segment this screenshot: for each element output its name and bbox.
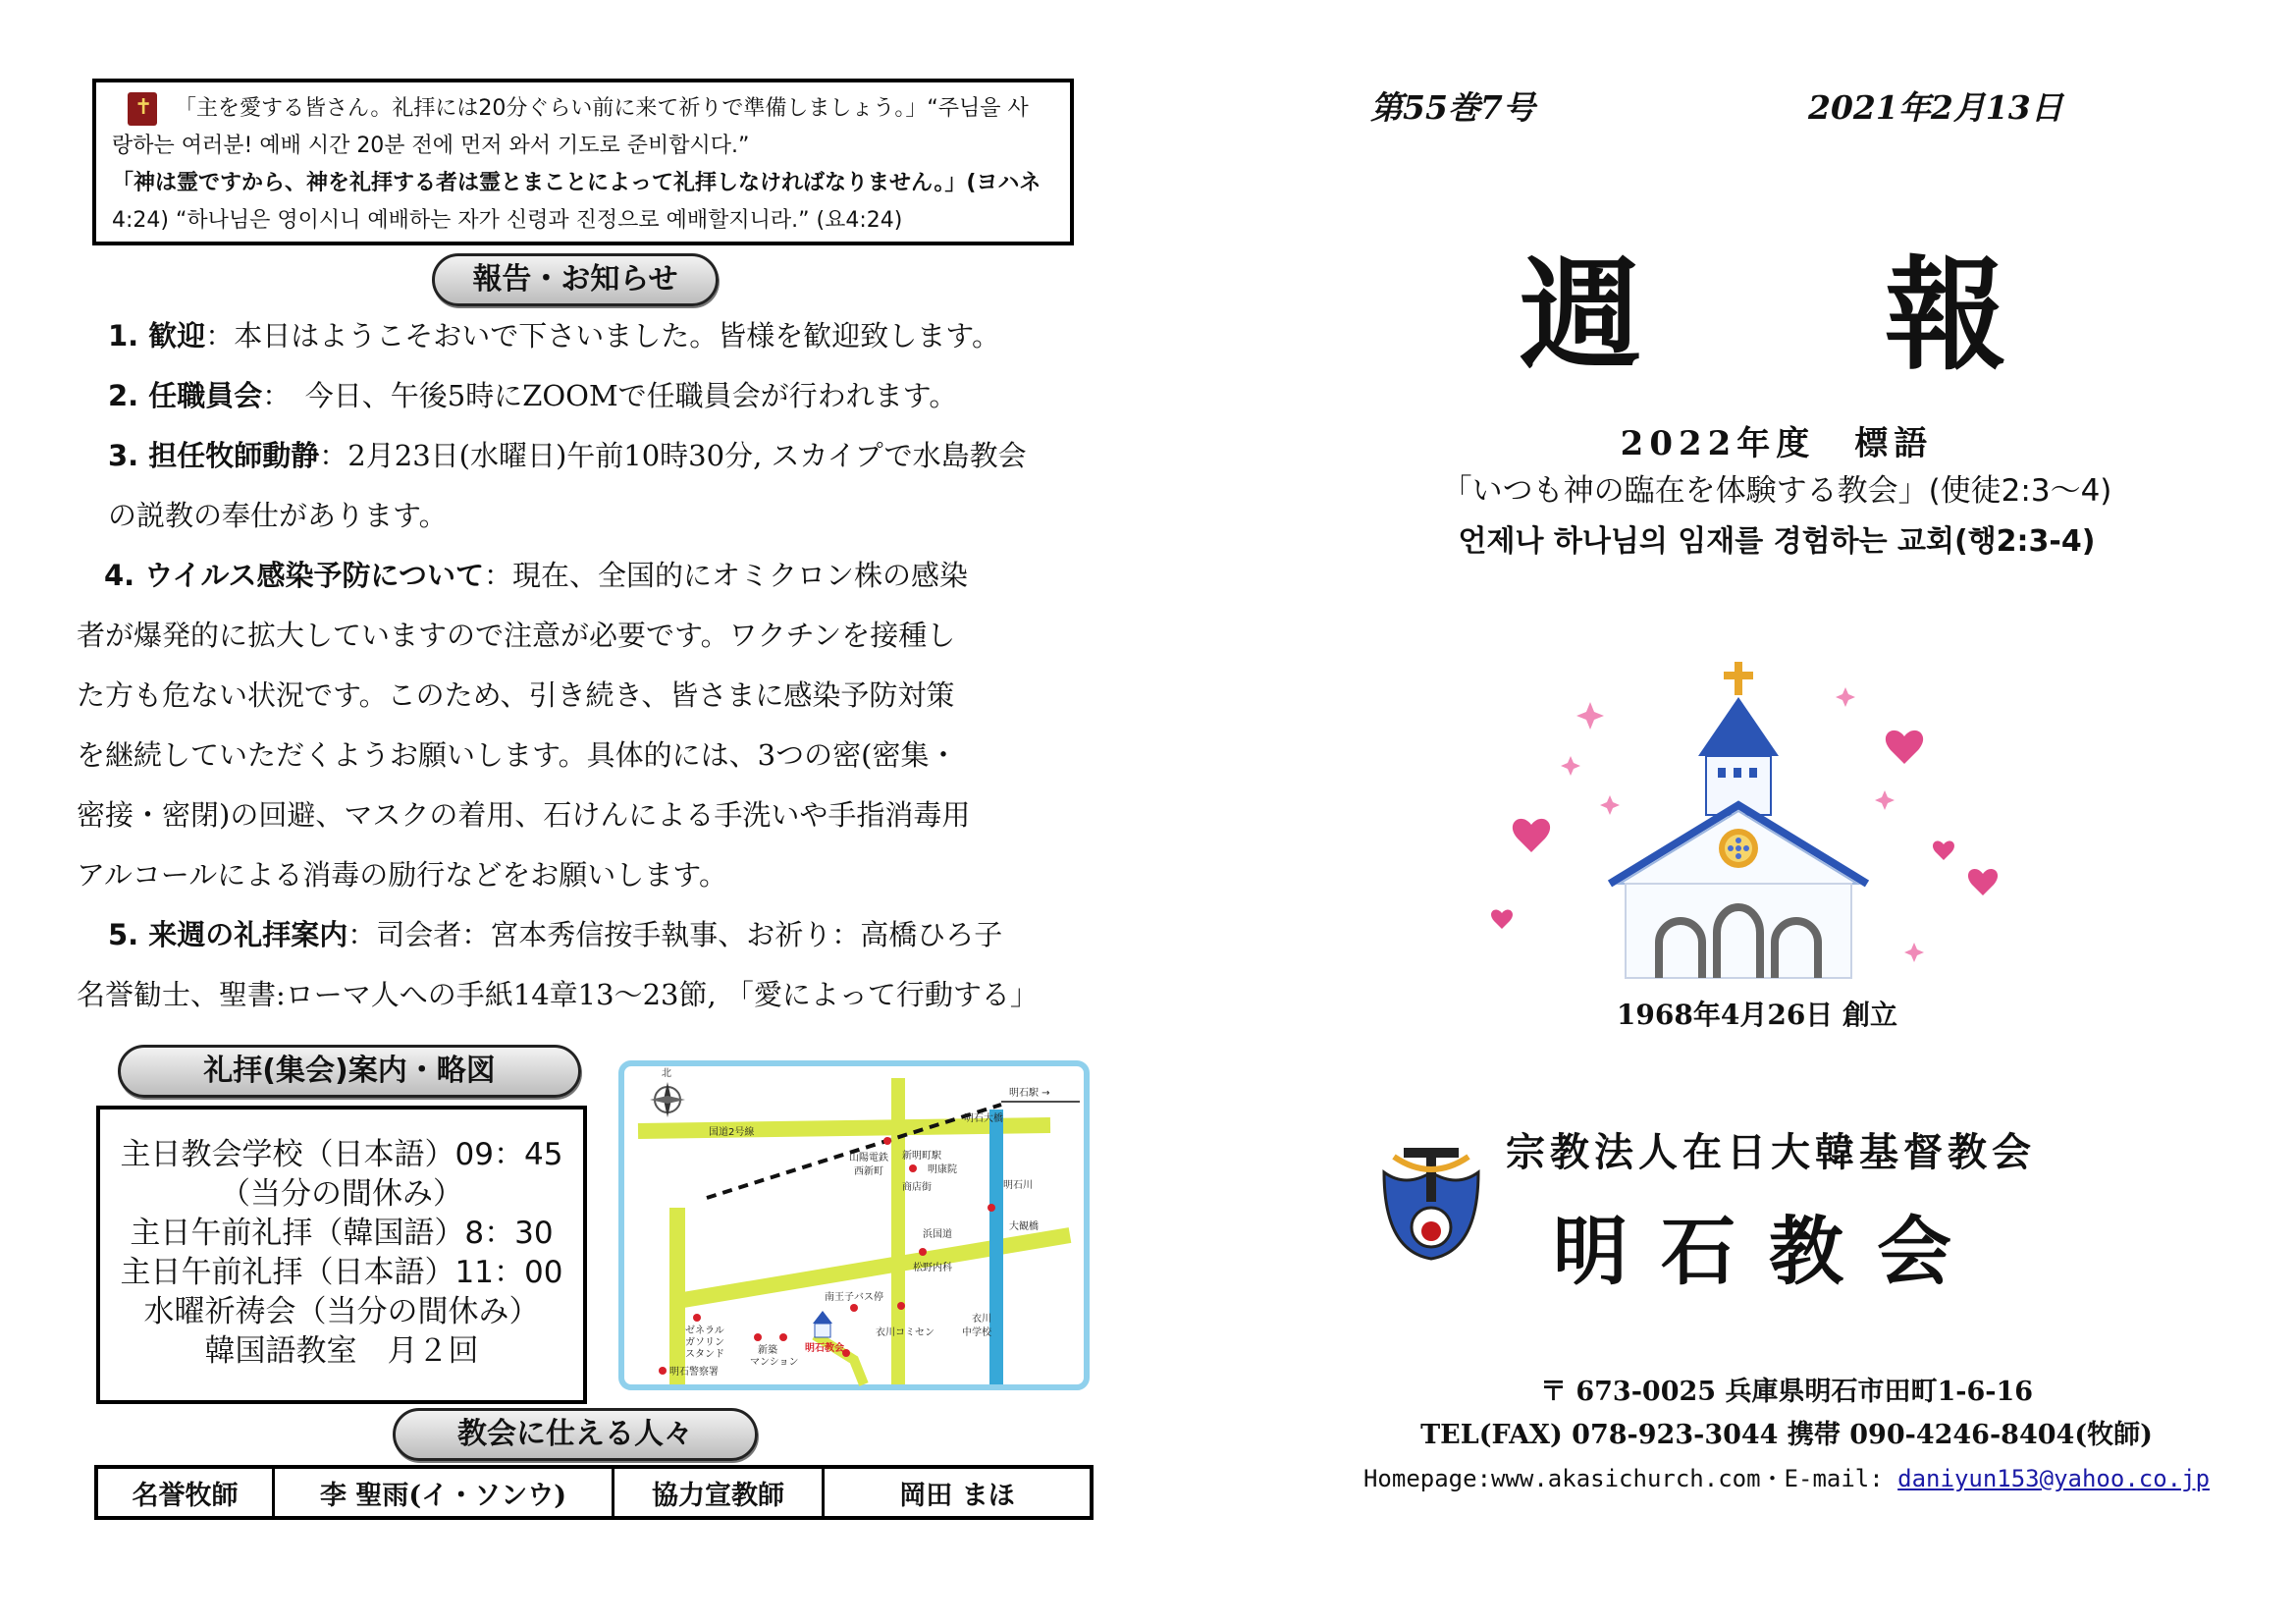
motto-kr: 언제나 하나님의 임재를 경험하는 교회(행2:3-4): [1458, 524, 2096, 559]
map-label-busstop: 南王子バス停: [825, 1292, 883, 1303]
notice-3-body2: の説教の奉仕があります。: [108, 499, 448, 532]
map-label-shinmeicho: 新明町駅: [902, 1151, 941, 1162]
schedule-line-4: 主日午前礼拝（日本語）11：00: [120, 1255, 563, 1290]
map-label-jhs: 中学校: [962, 1327, 991, 1338]
corporation-name: 宗教法人在日大韓基督教会: [1506, 1129, 2036, 1175]
schedule-line-5: 水曜祈祷会（当分の間休み）: [143, 1294, 540, 1329]
homepage-line: [1355, 1459, 2218, 1493]
map-label-taikanbashi: 大観橋: [1009, 1221, 1039, 1232]
founded-date: 1968年4月26日 創立: [1616, 999, 1898, 1031]
map-label-route2: 国道2号線: [709, 1127, 755, 1138]
telephone: TEL(FAX) 078-923-3044 携帯 090-4246-8404(牧師): [1420, 1420, 2153, 1450]
page-title: 週 報: [1520, 244, 2007, 387]
map-label-general: ゼネラル: [685, 1326, 724, 1336]
notice-2-head: 2. 任職員会: [108, 379, 263, 412]
rose-window-icon: [1719, 829, 1758, 868]
notice-1-head: 1. 歓迎: [108, 319, 206, 352]
notice-1-body: ：本日はようこそおいで下さいました。皆様を歓迎致します。: [205, 319, 1000, 352]
notices-list: [77, 304, 1097, 1025]
verse-kr-1a: “주님을 사: [927, 96, 1029, 121]
notice-4-line-1: 者が爆発的に拡大していますので注意が必要です。ワクチンを接種し: [77, 619, 956, 652]
staff-cell-2: 李 聖雨(イ・ソンウ): [275, 1469, 614, 1516]
church-map: [618, 1060, 1090, 1390]
church-logo-icon: [1374, 1133, 1488, 1263]
map-label-stand: スタンド: [685, 1349, 724, 1360]
verse-kr-2: 4:24) “하나님은 영이시니 예배하는 자가 신령과 진정으로 예배할지니라.” (요4:24): [112, 208, 903, 233]
notice-3-head: 3. 担任牧師動静: [108, 439, 320, 472]
map-label-north: 北: [662, 1068, 671, 1079]
motto-jp: 「いつも神の臨在を体験する教会」(使徒2:3～4): [1441, 473, 2112, 509]
verse-box: [92, 79, 1074, 245]
verse-kr-1b: 랑하는 여러분! 예배 시간 20분 전에 먼저 와서 기도로 준비합시다.”: [112, 134, 750, 158]
notice-5-head: 5. 来週の礼拝案内: [108, 918, 348, 951]
map-label-shotengai: 商店街: [902, 1182, 932, 1193]
notice-4-line-5: アルコールによる消毒の励行などをお願いします。: [77, 858, 727, 892]
map-label-kinugawa: 衣川: [972, 1314, 991, 1325]
map-label-gasoline: ガソリン: [685, 1337, 724, 1348]
schedule-line-2: （当分の間休み）: [220, 1176, 463, 1212]
map-label-nishishinmachi: 西新町: [854, 1166, 883, 1177]
map-label-kinugawa-comicen: 衣川コミセン: [876, 1327, 934, 1338]
issue-date: 2021年2月13日: [1808, 88, 2063, 127]
notice-4-line-2: た方も危ない状況です。このため、引き続き、皆さまに感染予防対策: [77, 678, 955, 712]
map-label-akashi-station: 明石駅 →: [1009, 1088, 1050, 1099]
notice-2-body: ： 今日、午後5時にZOOMで任職員会が行われます。: [262, 379, 958, 412]
map-label-hamakokudo: 浜国道: [923, 1229, 952, 1240]
schedule-line-1: 主日教会学校（日本語）09：45: [120, 1137, 563, 1172]
map-label-akashi-ohashi: 明石大橋: [964, 1113, 1003, 1124]
homepage-text: Homepage:www.akasichurch.com・E-mail:: [1362, 1465, 1898, 1492]
notice-4-body: ：現在、全国的にオミクロン株の感染: [483, 559, 968, 592]
notice-5-body: ：司会者：宮本秀信按手執事、お祈り：高橋ひろ子: [347, 918, 1003, 951]
staff-header: 教会に仕える人々: [393, 1408, 758, 1461]
church-name: 明石教会: [1553, 1208, 1985, 1295]
notice-4-head: 4. ウイルス感染予防について: [104, 559, 484, 592]
address: 〒 673-0025 兵庫県明石市田町1-6-16: [1539, 1377, 2034, 1407]
map-label-shinchiku: 新築: [758, 1345, 777, 1356]
volume-number: 第55巻7号: [1370, 88, 1535, 127]
staff-cell-1: 名誉牧師: [98, 1469, 275, 1516]
schedule-line-6: 韓国語教室 月２回: [204, 1333, 479, 1369]
verse-jp-1: 「主を愛する皆さん。礼拝には20分ぐらい前に来て祈りで準備しましょう。」: [175, 96, 928, 121]
map-label-sanyo: 山陽電鉄: [849, 1153, 888, 1164]
staff-cell-3: 協力宣教師: [614, 1469, 825, 1516]
map-label-meikoin: 明康院: [928, 1164, 957, 1175]
staff-cell-4: 岡田 まほ: [899, 1480, 1015, 1511]
verse-jp-2: 「神は霊ですから、神を礼拝する者は霊とまことによって礼拝しなければなりません。」(ヨハネ: [112, 171, 1041, 195]
map-label-mansion: マンション: [750, 1357, 799, 1368]
map-label-akashi-church: 明石教会: [805, 1343, 844, 1354]
notice-4-line-3: を継続していただくようお願いします。具体的には、3つの密(密集・: [77, 738, 958, 772]
email-link[interactable]: daniyun153@yahoo.co.jp: [1897, 1465, 2211, 1492]
notice-5-line-1: 名誉勧士、聖書:ローマ人への手紙14章13～23節, 「愛によって行動する」: [77, 978, 1039, 1011]
schedule-header: 礼拝(集会)案内・略図: [118, 1045, 581, 1098]
bible-icon: [128, 92, 157, 126]
church-illustration: [1472, 648, 2022, 992]
staff-table: [94, 1465, 1094, 1520]
motto-label: 2022年度 標語: [1620, 424, 1934, 463]
church-cross-icon: [1724, 662, 1753, 695]
contact-block: [1364, 1371, 2209, 1457]
map-label-akashi-river: 明石川: [1003, 1180, 1033, 1191]
notices-header: 報告・お知らせ: [432, 253, 719, 306]
notice-4-line-4: 密接・密閉)の回避、マスクの着用、石けんによる手洗いや手指消毒用: [77, 798, 971, 832]
schedule-line-3: 主日午前礼拝（韓国語）8：30: [130, 1216, 554, 1251]
schedule-box: [96, 1106, 587, 1404]
map-label-police: 明石警察署: [669, 1367, 719, 1378]
notice-3-body: ：2月23日(水曜日)午前10時30分, スカイプで水島教会: [319, 439, 1027, 472]
map-label-matsuno: 松野内科: [913, 1263, 952, 1273]
